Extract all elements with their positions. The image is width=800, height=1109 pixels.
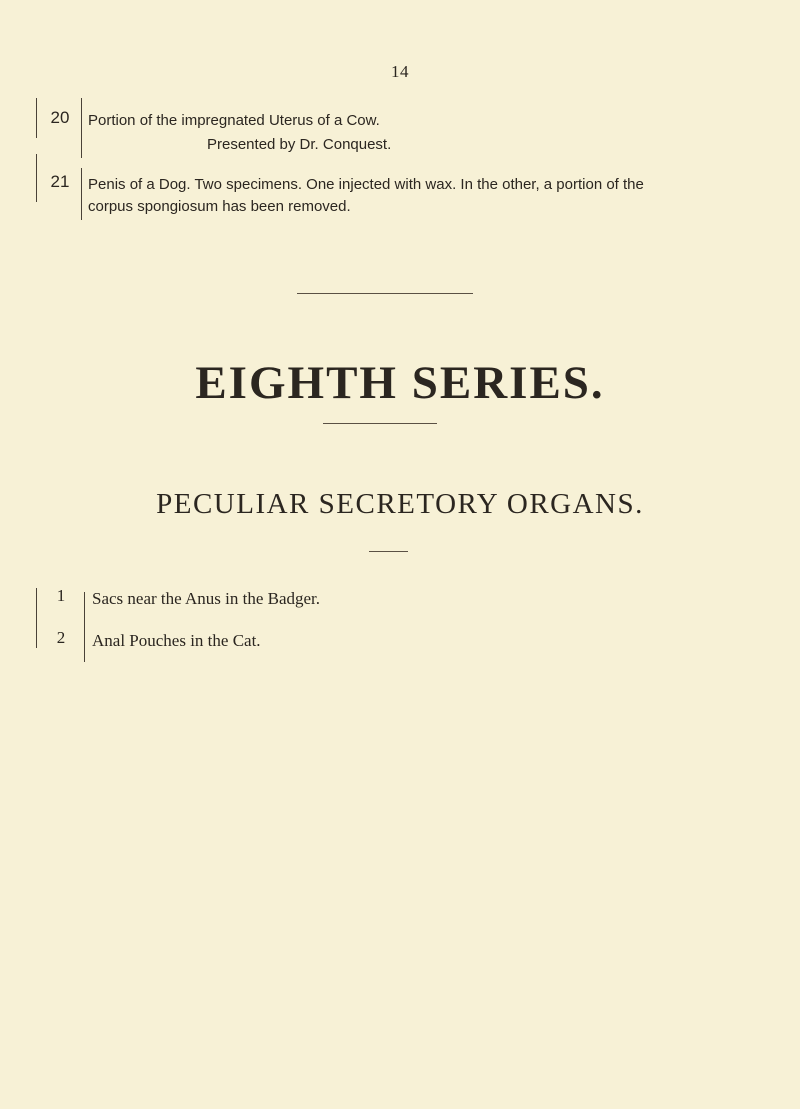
- margin-rule: [36, 98, 37, 138]
- entry-number: 21: [50, 172, 70, 191]
- margin-rule: [36, 154, 37, 202]
- entry-description-line-2: corpus spongiosum has been removed.: [88, 198, 351, 215]
- entry-description: Portion of the impregnated Uterus of a Cow.: [88, 112, 380, 129]
- presented-by-note: Presented by Dr. Conquest.: [207, 136, 392, 153]
- column-rule: [81, 98, 82, 158]
- margin-rule: [36, 588, 37, 648]
- column-rule: [84, 592, 85, 662]
- entry-number: 2: [56, 628, 66, 647]
- divider-rule: [369, 551, 408, 552]
- entry-description: Anal Pouches in the Cat.: [92, 631, 261, 650]
- divider-rule: [323, 423, 437, 424]
- entry-description: Sacs near the Anus in the Badger.: [92, 589, 321, 608]
- page-number: 14: [391, 62, 409, 81]
- section-title: PECULIAR SECRETORY ORGANS.: [156, 488, 644, 520]
- column-rule: [81, 168, 82, 220]
- entry-description-line-1: Penis of a Dog. Two specimens. One injected with wax. In the other, a portion of the: [88, 176, 644, 193]
- series-title: EIGHTH SERIES.: [195, 357, 605, 409]
- divider-rule: [297, 293, 473, 294]
- entry-number: 20: [50, 108, 70, 127]
- entry-number: 1: [56, 586, 66, 605]
